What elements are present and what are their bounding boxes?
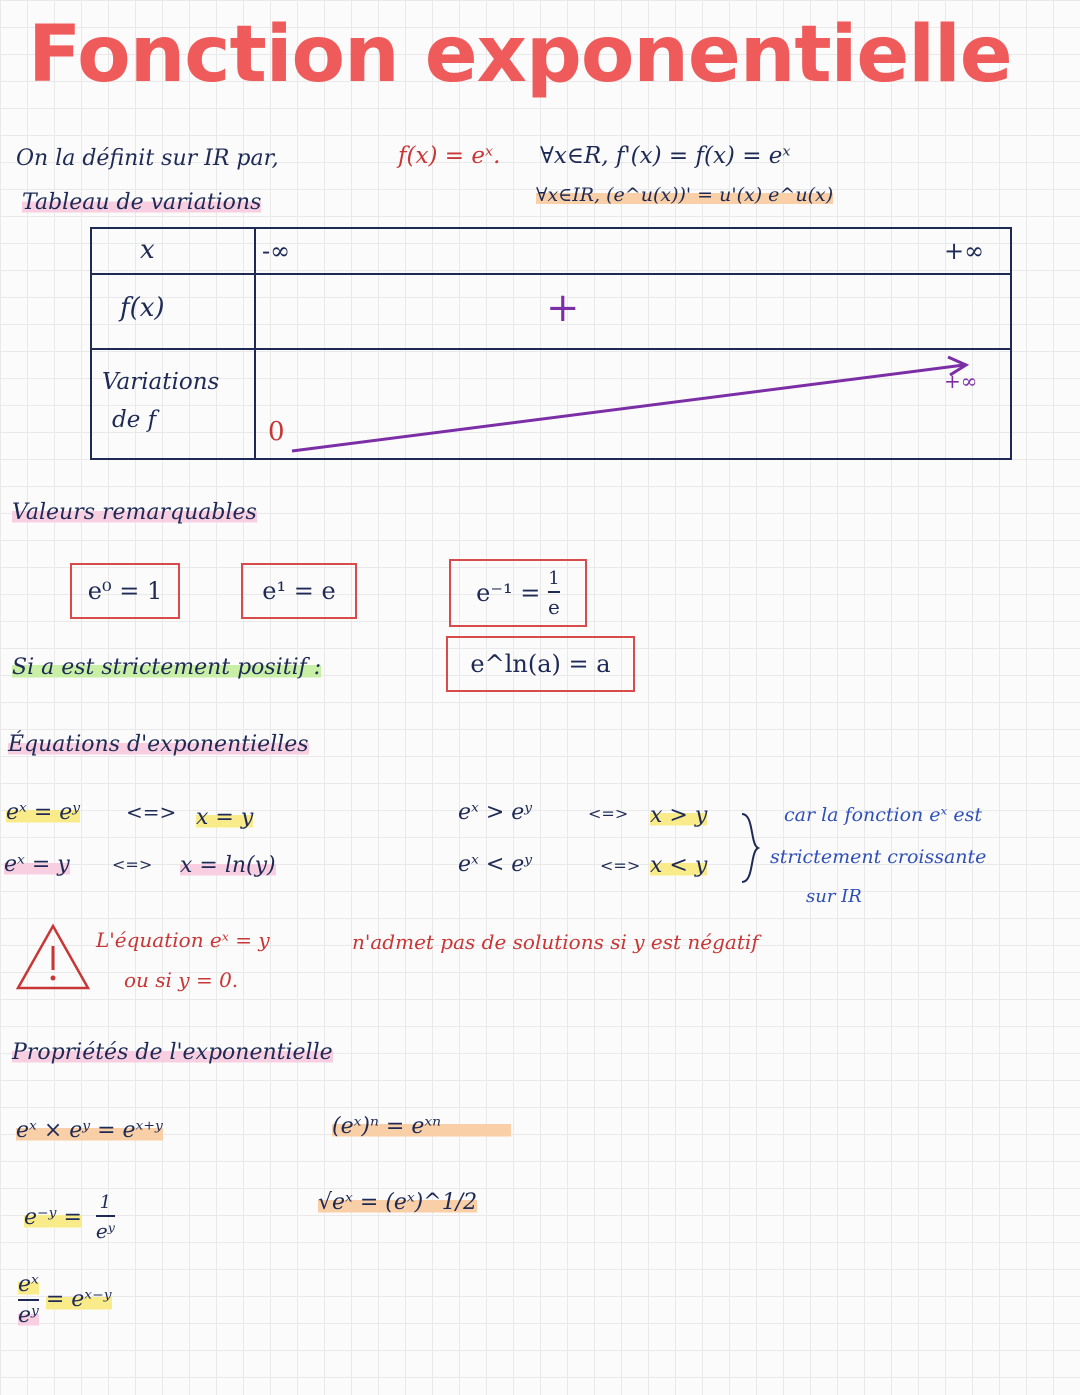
warning-text: n'admet pas de solutions si y est négatif bbox=[352, 930, 759, 954]
eq2-rhs: x = ln(y) bbox=[180, 853, 276, 878]
em1-fraction bbox=[548, 568, 560, 619]
row-label-variations: Variations bbox=[102, 369, 220, 395]
warning-icon bbox=[14, 922, 92, 992]
equations-heading: Équations d'exponentielles bbox=[8, 732, 309, 757]
p3-lhs: e⁻ʸ = bbox=[24, 1204, 82, 1230]
variation-end-value: +∞ bbox=[944, 369, 978, 393]
table-heading: Tableau de variations bbox=[22, 190, 262, 215]
em1-numerator: 1 bbox=[548, 567, 560, 589]
page-title: Fonction exponentielle bbox=[28, 10, 1012, 100]
p3-denominator: eʸ bbox=[95, 1219, 115, 1243]
e0-value: e⁰ = 1 bbox=[87, 577, 163, 605]
em1-denominator: e bbox=[548, 594, 560, 619]
box-e1 bbox=[241, 563, 357, 619]
ineq1-rhs: x > y bbox=[650, 803, 708, 828]
e1-value: e¹ = e bbox=[262, 577, 336, 605]
positive-condition: Si a est strictement positif : bbox=[12, 655, 322, 680]
eq1-lhs: eˣ = eʸ bbox=[6, 800, 81, 825]
properties-heading: Propriétés de l'exponentielle bbox=[12, 1040, 333, 1065]
p5-denominator: eʸ bbox=[18, 1303, 39, 1328]
warning-line2: ou si y = 0. bbox=[124, 968, 239, 992]
definition-formula: f(x) = eˣ. bbox=[398, 143, 501, 169]
box-e-minus1 bbox=[449, 559, 587, 627]
eq2-lhs: eˣ = y bbox=[4, 852, 70, 877]
note-line3: sur IR bbox=[806, 886, 862, 907]
ineq2-rhs: x < y bbox=[650, 853, 708, 878]
definition-prefix: On la définit sur IR par, bbox=[16, 146, 279, 171]
row-label-of-f: de f bbox=[112, 407, 157, 433]
eq1-arrow: <=> bbox=[126, 800, 177, 824]
ineq1-arrow: <=> bbox=[588, 804, 629, 823]
plus-infinity: +∞ bbox=[944, 237, 985, 265]
p5-rhs: = eˣ⁻ʸ bbox=[45, 1287, 112, 1312]
composite-formula: ∀x∈IR, (e^u(x))' = u'(x) e^u(x) bbox=[536, 184, 834, 206]
e-ln-value: e^ln(a) = a bbox=[470, 650, 611, 678]
p5-fraction bbox=[18, 1272, 39, 1328]
box-e0 bbox=[70, 563, 180, 619]
box-e-ln bbox=[446, 636, 635, 692]
property-quotient bbox=[18, 1272, 112, 1328]
ineq2-arrow: <=> bbox=[600, 856, 641, 875]
increasing-arrow bbox=[92, 229, 1010, 458]
property-power: (eˣ)ⁿ = eˣⁿ bbox=[332, 1114, 511, 1139]
p5-numerator: eˣ bbox=[18, 1272, 39, 1297]
remarkable-heading: Valeurs remarquables bbox=[12, 500, 257, 525]
p3-numerator: 1 bbox=[99, 1192, 112, 1213]
row-label-fx: f(x) bbox=[120, 293, 165, 323]
eq2-arrow: <=> bbox=[112, 855, 153, 874]
property-product: eˣ × eʸ = eˣ⁺ʸ bbox=[16, 1118, 163, 1143]
ineq2-lhs: eˣ < eʸ bbox=[458, 852, 533, 877]
curly-brace bbox=[738, 808, 764, 888]
minus-infinity: -∞ bbox=[262, 237, 291, 265]
sign-plus: + bbox=[546, 285, 580, 331]
warning-equation: L'équation eˣ = y bbox=[96, 928, 270, 952]
em1-lhs: e⁻¹ = bbox=[476, 579, 541, 607]
row-label-x: x bbox=[140, 235, 155, 265]
property-inverse bbox=[24, 1192, 115, 1243]
note-line1: car la fonction eˣ est bbox=[784, 804, 982, 826]
variation-start-value: 0 bbox=[268, 417, 285, 447]
note-line2: strictement croissante bbox=[770, 846, 987, 868]
property-sqrt: √eˣ = (eˣ)^1/2 bbox=[318, 1190, 478, 1215]
derivative-formula: ∀x∈R, f'(x) = f(x) = eˣ bbox=[540, 143, 791, 169]
variation-table bbox=[90, 227, 1012, 460]
eq1-rhs: x = y bbox=[196, 805, 254, 830]
p3-fraction bbox=[96, 1192, 115, 1243]
ineq1-lhs: eˣ > eʸ bbox=[458, 800, 533, 825]
